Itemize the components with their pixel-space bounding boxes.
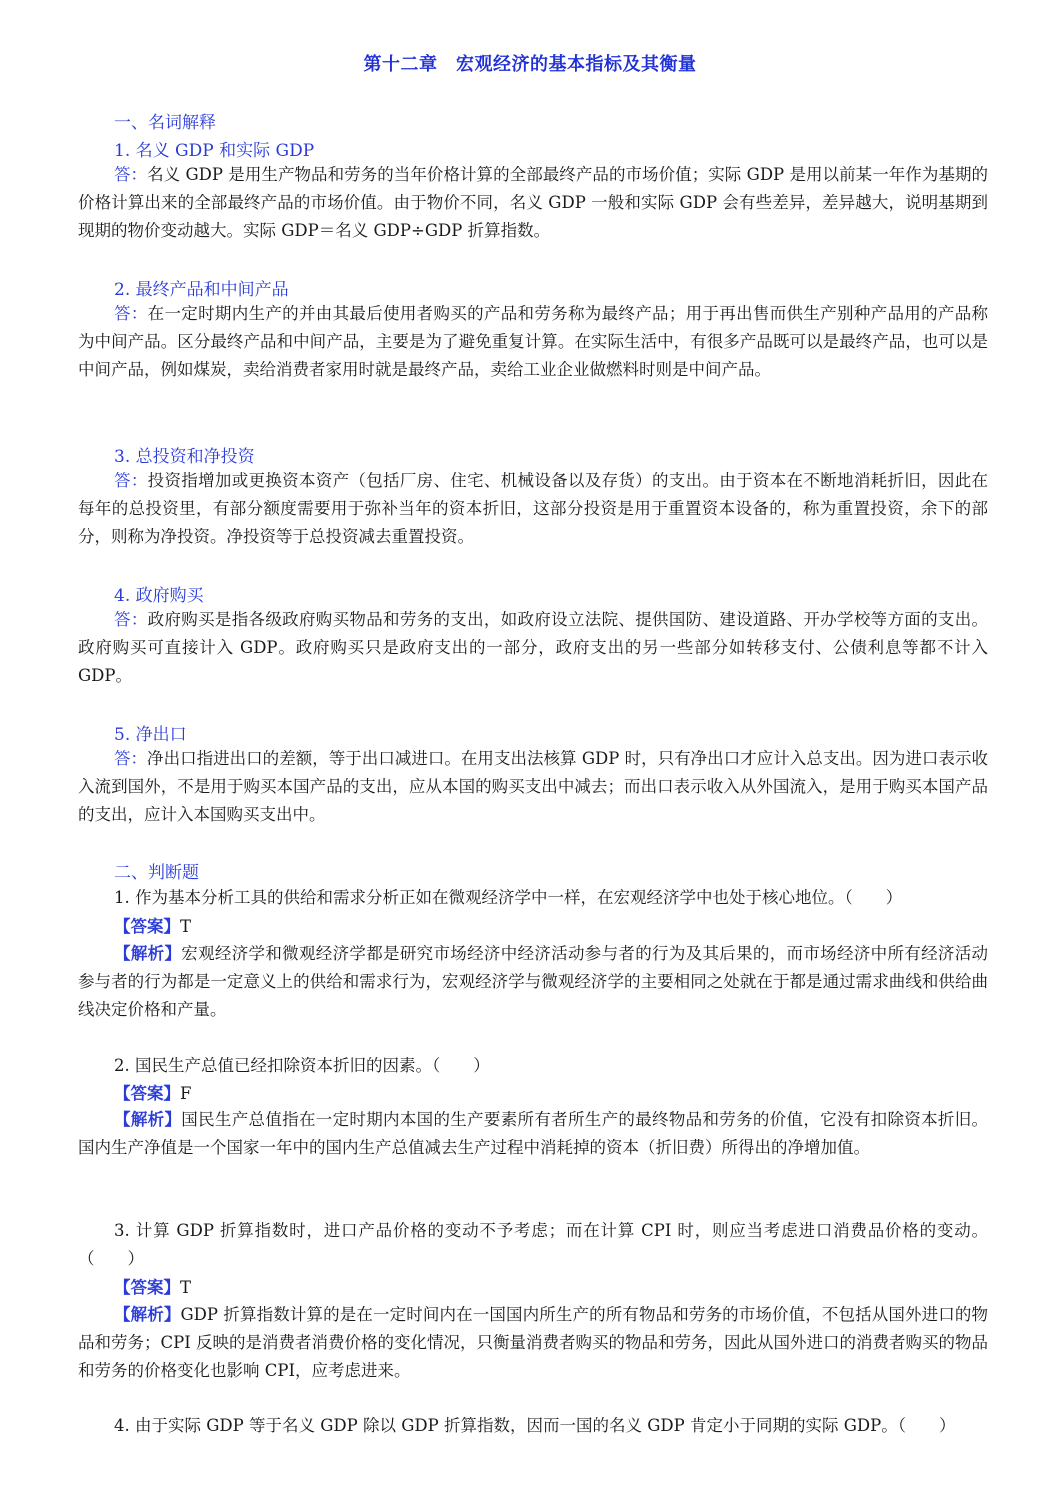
term-title: 4. 政府购买 xyxy=(114,586,204,606)
term-answer xyxy=(78,467,988,551)
answer-line xyxy=(114,1080,191,1104)
analysis-text: 国民生产总值指在一定时期内本国的生产要素所有者所生产的最终物品和劳务的价值，它没有扣除资本折旧。国内生产净值是一个国家一年中的国内生产总值减去生产过程中消耗掉的资本（折旧费）所得出的净增加值。 xyxy=(78,1110,989,1157)
term-title: 1. 名义 GDP 和实际 GDP xyxy=(114,141,315,161)
analysis-block xyxy=(78,940,988,1024)
answer-value: T xyxy=(180,917,192,936)
term-answer xyxy=(78,745,988,829)
answer-text: 政府购买是指各级政府购买物品和劳务的支出，如政府设立法院、提供国防、建设道路、开办学校等方面的支出。政府购买可直接计入 GDP。政府购买只是政府支出的一部分，政府支出的另一些部分如转移支付、公债利息等都不计入 GDP。 xyxy=(78,610,989,685)
answer-text: 名义 GDP 是用生产物品和劳务的当年价格计算的全部最终产品的市场价值；实际 GDP 是用以前某一年作为基期的价格计算出来的全部最终产品的市场价值。由于物价不同，名义 GDP 一般和实际 GDP 会有些差异，差异越大，说明基期到现期的物价变动越大。实际 GDP＝名义 GDP÷GDP 折算指数。 xyxy=(78,165,988,240)
answer-tag: 【答案】 xyxy=(114,1278,180,1297)
question-text: 1. 作为基本分析工具的供给和需求分析正如在微观经济学中一样，在宏观经济学中也处于核心地位。（ ） xyxy=(114,888,903,907)
question-text: 2. 国民生产总值已经扣除资本折旧的因素。（ ） xyxy=(114,1056,490,1075)
term-title: 5. 净出口 xyxy=(114,725,187,745)
answer-tag: 【答案】 xyxy=(114,917,180,936)
section-heading-terms: 一、名词解释 xyxy=(114,113,216,133)
analysis-tag: 【解析】 xyxy=(114,944,182,963)
term-answer xyxy=(78,300,988,384)
analysis-block xyxy=(78,1301,988,1385)
answer-tag: 【答案】 xyxy=(114,1084,180,1103)
question-text: 3. 计算 GDP 折算指数时，进口产品价格的变动不予考虑；而在计算 CPI 时，则应当考虑进口消费品价格的变动。（ ） xyxy=(78,1221,988,1268)
answer-text: 投资指增加或更换资本资产（包括厂房、住宅、机械设备以及存货）的支出。由于资本在不断地消耗折旧，因此在每年的总投资里，有部分额度需要用于弥补当年的资本折旧，这部分投资是用于重置资本设备的，称为重置投资，余下的部分，则称为净投资。净投资等于总投资减去重置投资。 xyxy=(78,471,989,546)
answer-value: F xyxy=(180,1084,192,1103)
term-answer xyxy=(78,606,988,690)
answer-label: 答： xyxy=(114,610,148,629)
section-heading-judgement: 二、判断题 xyxy=(114,863,199,883)
answer-line xyxy=(114,1274,191,1298)
answer-label: 答： xyxy=(114,304,148,323)
term-title: 3. 总投资和净投资 xyxy=(114,447,255,467)
analysis-text: GDP 折算指数计算的是在一定时间内在一国国内所生产的所有物品和劳务的市场价值，不包括从国外进口的物品和劳务；CPI 反映的是消费者消费价格的变化情况，只衡量消费者购买的物品和劳务，因此从国外进口的消费者购买的物品和劳务的价格变化也影响 CPI，应考虑进来。 xyxy=(78,1305,988,1380)
answer-text: 在一定时期内生产的并由其最后使用者购买的产品和劳务称为最终产品；用于再出售而供生产别种产品用的产品称为中间产品。区分最终产品和中间产品，主要是为了避免重复计算。在实际生活中，有很多产品既可以是最终产品，也可以是中间产品，例如煤炭，卖给消费者家用时就是最终产品，卖给工业企业做燃料时则是中间产品。 xyxy=(78,304,989,379)
analysis-tag: 【解析】 xyxy=(114,1305,181,1324)
answer-line xyxy=(114,913,191,937)
analysis-block xyxy=(78,1106,988,1162)
answer-label: 答： xyxy=(114,749,148,768)
answer-value: T xyxy=(180,1278,192,1297)
term-title: 2. 最终产品和中间产品 xyxy=(114,280,289,300)
answer-label: 答： xyxy=(114,471,148,490)
question-text: 4. 由于实际 GDP 等于名义 GDP 除以 GDP 折算指数，因而一国的名义 GDP 肯定小于同期的实际 GDP。（ ） xyxy=(114,1416,956,1435)
term-answer xyxy=(78,161,988,245)
answer-text: 净出口指进出口的差额，等于出口减进口。在用支出法核算 GDP 时，只有净出口才应计入总支出。因为进口表示收入流到国外，不是用于购买本国产品的支出，应从本国的购买支出中减去；而出口表示收入从外国流入，是用于购买本国产品的支出，应计入本国购买支出中。 xyxy=(78,749,988,824)
chapter-title: 第十二章 宏观经济的基本指标及其衡量 xyxy=(363,54,697,75)
analysis-text: 宏观经济学和微观经济学都是研究市场经济中经济活动参与者的行为及其后果的，而市场经济中所有经济活动参与者的行为都是一定意义上的供给和需求行为，宏观经济学与微观经济学的主要相同之处就在于都是通过需求曲线和供给曲线决定价格和产量。 xyxy=(78,944,989,1019)
analysis-tag: 【解析】 xyxy=(114,1110,182,1129)
answer-label: 答： xyxy=(114,165,148,184)
